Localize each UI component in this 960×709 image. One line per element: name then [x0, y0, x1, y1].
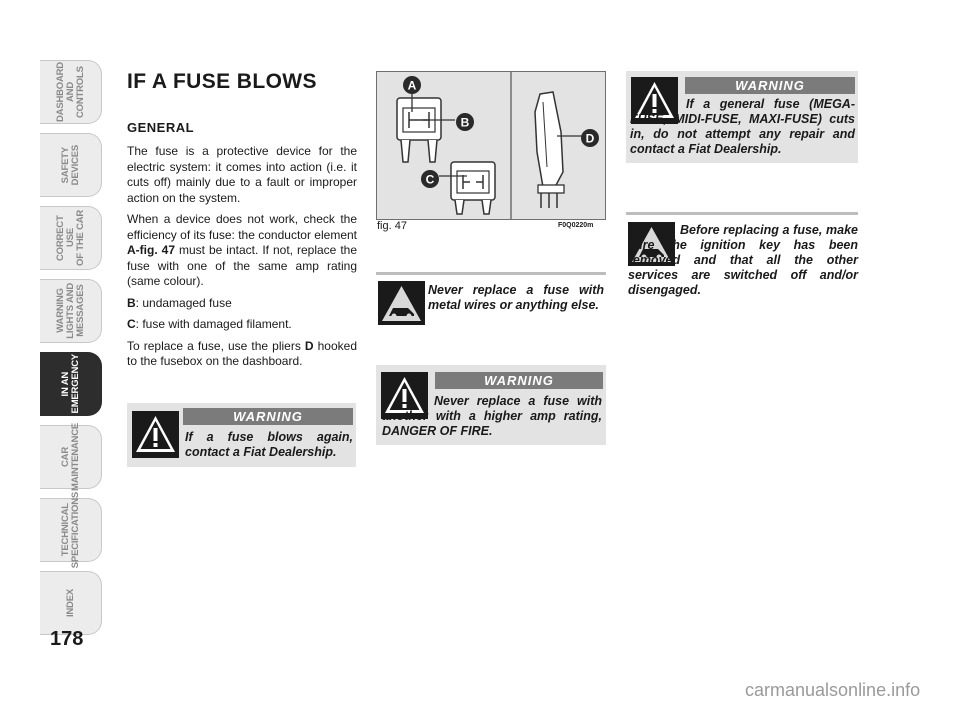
fuse-pliers-shape — [535, 92, 564, 208]
callout-text: A — [407, 78, 417, 93]
callout-label-c — [421, 170, 439, 188]
tab-technical-specifications[interactable] — [40, 491, 102, 569]
section-heading: GENERAL — [127, 120, 195, 135]
page-number: 178 — [50, 628, 84, 650]
callout-text: D — [585, 131, 595, 146]
tab-label: DASHBOARD AND CONTROLS — [54, 62, 86, 122]
callout-text: C — [425, 172, 435, 187]
tab-label: IN AN EMERGENCY — [59, 354, 81, 414]
callout-label-d — [581, 129, 599, 147]
figure-reference: A-fig. 47 — [127, 243, 175, 257]
warning-box-amp-rating — [376, 365, 606, 445]
tab-warning-lights[interactable] — [40, 279, 102, 343]
tab-in-an-emergency[interactable] — [40, 352, 102, 416]
page-title: IF A FUSE BLOWS — [127, 70, 317, 93]
paragraph-intro: The fuse is a protective device for the electric system: it comes into action (i.e. it cuts off) mainly due to a fault or improper action on the system. — [127, 144, 357, 205]
tab-car-maintenance[interactable] — [40, 425, 102, 489]
warning-header: WARNING — [435, 372, 603, 389]
note-text: Never replace a fuse with metal wires or anything else. — [428, 283, 604, 312]
tab-label: WARNING LIGHTS AND MESSAGES — [54, 283, 86, 339]
tab-label: CAR MAINTENANCE — [59, 423, 81, 491]
note-text: Before replacing a fuse, make sure the ignition key has been removed and that all the other services are switched off and/or disengaged. — [628, 223, 858, 297]
text-run: must be intact. If not, replace the fuse with one of the same amp rating (same colour). — [127, 243, 357, 288]
figure-fuse-diagram — [376, 71, 606, 220]
legend-text: : undamaged fuse — [135, 295, 232, 310]
legend-key: C — [127, 317, 136, 331]
fuse-undamaged-shape — [397, 98, 441, 162]
warning-box-general-fuse — [626, 71, 858, 163]
callout-label-b — [456, 113, 474, 131]
paragraph-check — [127, 212, 357, 290]
figure-caption: fig. 47 — [377, 220, 407, 232]
warning-triangle-icon — [132, 411, 179, 458]
tab-label: INDEX — [64, 588, 76, 618]
legend-key: B — [127, 295, 136, 310]
warning-text: If a fuse blows again, contact a Fiat Dealership. — [185, 430, 353, 459]
legend-key: D — [304, 338, 314, 353]
warning-text: Never replace a fuse with another with a higher amp rating, DANGER OF FIRE. — [382, 394, 602, 438]
tab-dashboard-and-controls[interactable] — [40, 60, 102, 124]
legend-b — [127, 296, 357, 312]
tab-label: SAFETY DEVICES — [59, 144, 81, 186]
warning-text: If a general fuse (MEGA-FUSE, MIDI-FUSE, MAXI-FUSE) cuts in, do not attempt any repair and contact a Fiat Dealership. — [630, 97, 855, 156]
warning-header: WARNING — [183, 408, 353, 425]
warning-box-fuse-blows — [127, 403, 356, 467]
note-divider — [626, 212, 858, 215]
main-text-column — [127, 70, 357, 376]
tab-index[interactable] — [40, 571, 102, 635]
text-run: hooked to the fusebox on the dashboard. — [127, 338, 357, 368]
callout-text: B — [460, 115, 470, 130]
fuse-illustration — [377, 72, 605, 219]
note-box-ignition-key — [626, 218, 858, 300]
callout-label-a — [403, 76, 421, 94]
tab-label: TECHNICAL SPECIFICATIONS — [59, 491, 81, 569]
watermark: carmanualsonline.info — [745, 680, 921, 700]
note-divider — [376, 272, 606, 275]
text-run: When a device does not work, check the efficiency of its fuse: the conductor element — [127, 212, 357, 242]
tab-label: CORRECT USE OF THE CAR — [54, 209, 86, 267]
text-run: To replace a fuse, use the pliers — [127, 338, 305, 353]
fuse-damaged-shape — [451, 162, 495, 214]
tab-safety-devices[interactable] — [40, 133, 102, 197]
legend-text: : fuse with damaged filament. — [135, 317, 292, 331]
warning-header: WARNING — [685, 77, 855, 94]
note-box-metal-wires — [376, 278, 606, 328]
tab-correct-use[interactable] — [40, 206, 102, 270]
legend-c — [127, 317, 357, 333]
figure-code: F0Q0220m — [558, 222, 594, 229]
paragraph-replace — [127, 339, 357, 370]
car-caution-icon — [378, 281, 425, 325]
